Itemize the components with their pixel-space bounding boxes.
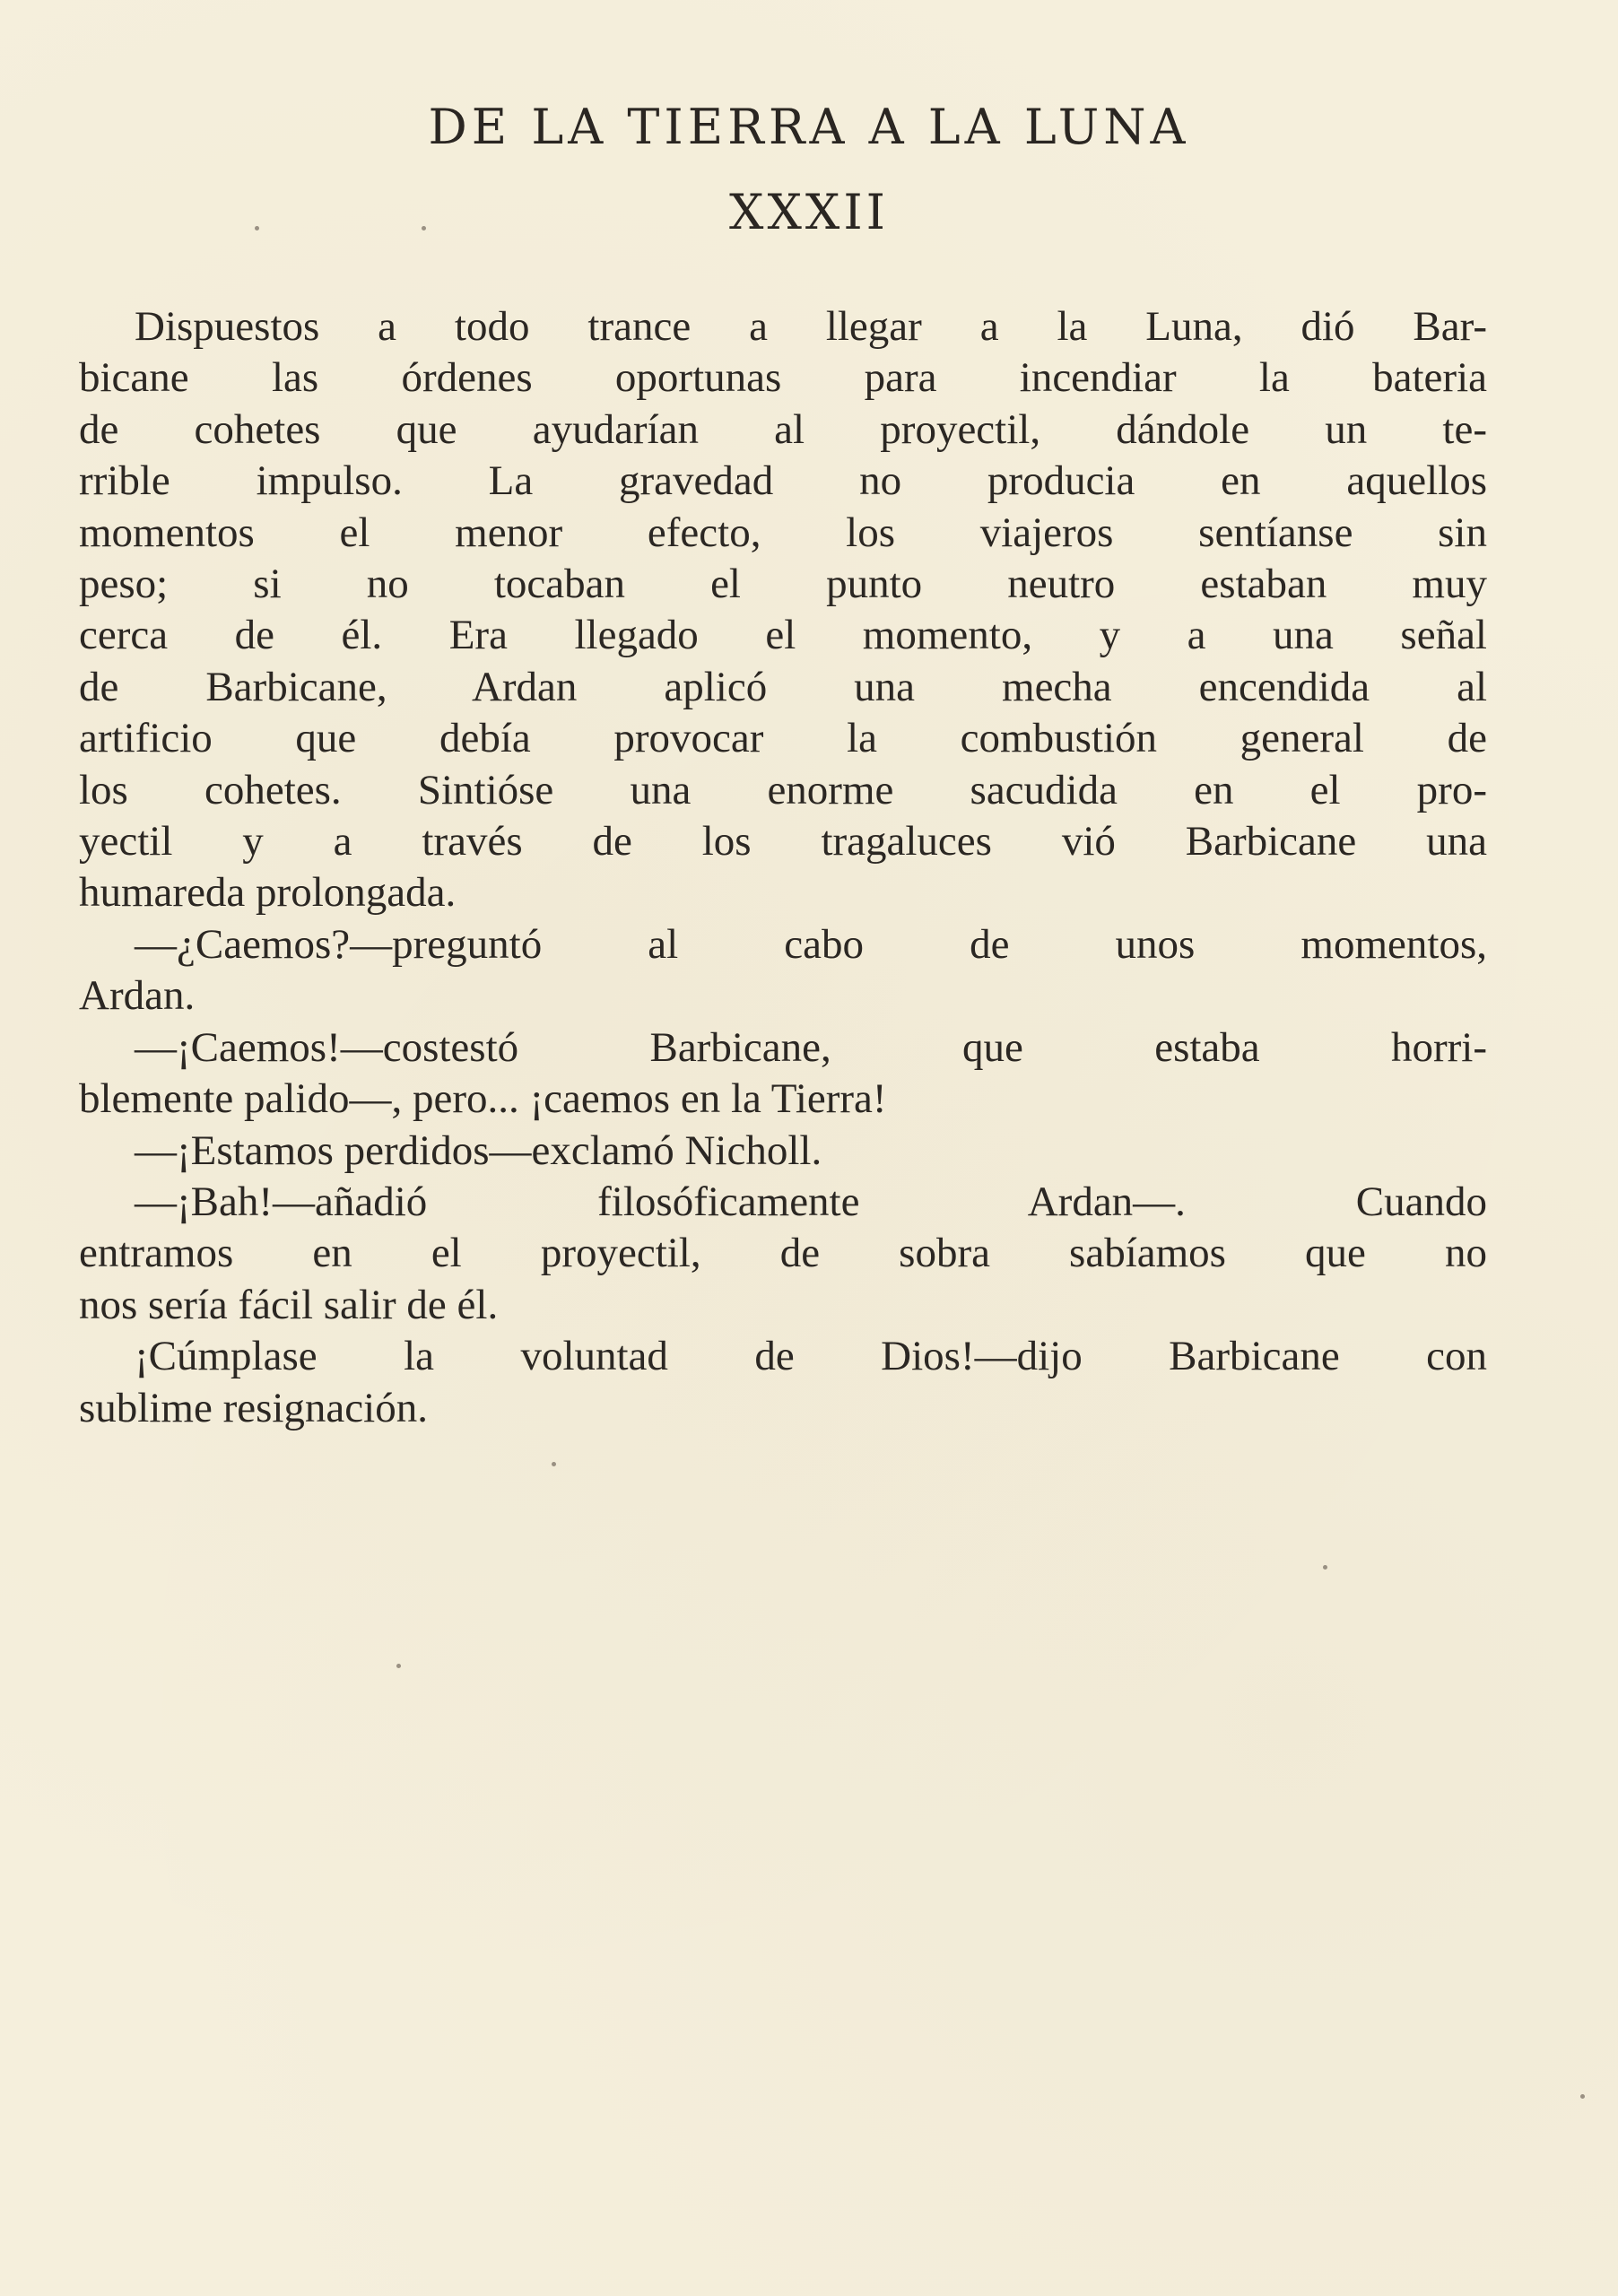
print-speck	[1580, 2094, 1585, 2099]
text-line: —¡Estamos perdidos—exclamó Nicholl.	[135, 1126, 822, 1174]
text-line: bicane las órdenes oportunas para incendiar la bateria	[79, 354, 1487, 402]
print-speck	[422, 226, 426, 230]
text-line: Ardan.	[79, 972, 196, 1020]
text-line: rrible impulso. La gravedad no producia en aquellos	[79, 457, 1487, 505]
text-line: —¡Caemos!—costestó Barbicane, que estaba horri-	[135, 1023, 1487, 1071]
print-speck	[396, 1664, 401, 1668]
text-line: humareda prolongada.	[79, 869, 457, 917]
text-line: —¡Bah!—añadió filosóficamente Ardan—. Cuando	[135, 1178, 1487, 1225]
text-line: —¿Caemos?—preguntó al cabo de unos momentos,	[135, 920, 1487, 968]
text-line: de cohetes que ayudarían al proyectil, dándole un te-	[79, 405, 1487, 453]
text-line: nos sería fácil salir de él.	[79, 1281, 499, 1328]
text-line: Dispuestos a todo trance a llegar a la Luna, dió Bar-	[135, 303, 1487, 350]
chapter-number: XXXII	[729, 184, 889, 240]
text-line: de Barbicane, Ardan aplicó una mecha encendida al	[79, 663, 1487, 710]
text-line: momentos el menor efecto, los viajeros sentíanse sin	[79, 509, 1487, 556]
print-speck	[1323, 1565, 1327, 1570]
text-line: los cohetes. Sintióse una enorme sacudida en el pro-	[79, 766, 1487, 813]
text-line: cerca de él. Era llegado el momento, y a una señal	[79, 612, 1487, 659]
print-speck	[255, 226, 259, 230]
text-line: peso; si no tocaban el punto neutro estaban muy	[79, 561, 1487, 608]
text-line: entramos en el proyectil, de sobra sabíamos que no	[79, 1230, 1487, 1277]
text-line: artificio que debía provocar la combustión general de	[79, 715, 1487, 762]
page-title: DE LA TIERRA A LA LUNA	[428, 99, 1190, 155]
text-line: blemente palido—, pero... ¡caemos en la Tierra!	[79, 1075, 887, 1123]
text-line: sublime resignación.	[79, 1384, 428, 1431]
chapter-body	[79, 301, 1487, 1434]
text-line: ¡Cúmplase la voluntad de Dios!—dijo Barbicane con	[135, 1333, 1487, 1380]
print-speck	[552, 1462, 556, 1466]
text-line: yectil y a través de los tragaluces vió Barbicane una	[79, 818, 1487, 865]
